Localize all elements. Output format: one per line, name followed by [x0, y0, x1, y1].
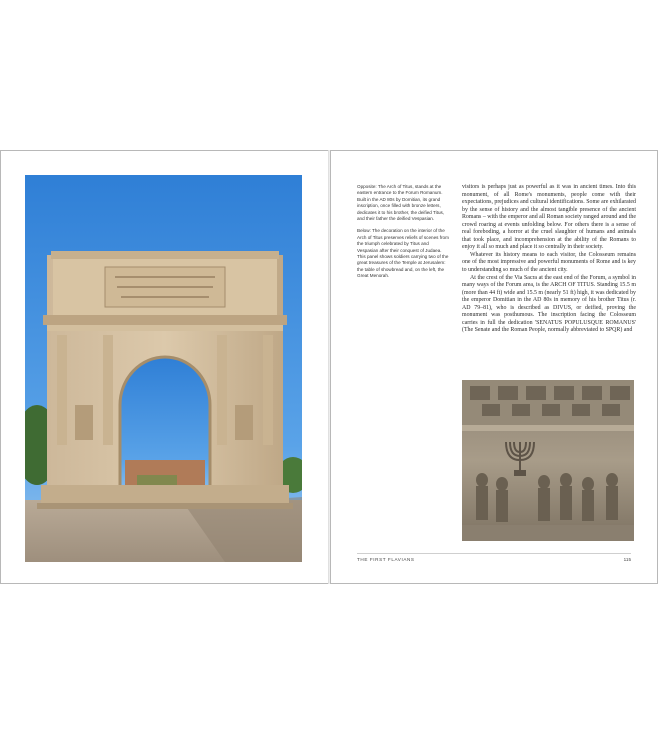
paragraph: At the crest of the Via Sacra at the east end of the Forum, a symbol in many ways of the Forum area, is the ARCH OF TITUS. Standing 15.5 m (more than 44 ft) wide and 15.5 m (nearly 51 ft) high, it was dedicated by the emperor Domitian in the AD 80s in memory of his brother Titus (r. AD 79–81), who is described as DIVUS, or deified, proving the monument was posthumous. The inscription facing the Colosseum carries in full the dedication 'SENATUS POPULUSQUE ROMANUS' (The Senate and the Roman People, normally abbreviated to SPQR) and [462, 274, 636, 334]
book-spread [0, 150, 658, 584]
caption-opposite: Opposite: The Arch of Titus, stands at the eastern entrance to the Forum Romanum. Built in the AD 80s by Domitian, its grand inscription, once filled with bronze letters, dedicates it to his brother, the deified Titus, and their father the deified Vespasian. [357, 184, 445, 222]
paragraph: visitors is perhaps just as powerful as it was in ancient times. Into this monument, of all Rome's monuments, people come with their expectations, prejudices and cultural identifications. Some are exhilarated by the sense of history and the almost tangible presence of the ancient Romans – with the emperor and all Roman society ranged around and the crowd roaring at events unfolding below. For others there is a sense of real foreboding, a horror at the cruel slaughter of humans and animals that took place, and incomprehension at the ability of the Romans to enjoy it all so much and place it so centrally in their society. [462, 184, 636, 251]
body-text [462, 184, 636, 335]
arch-of-titus-photo [25, 175, 302, 562]
running-head: THE FIRST FLAVIANS [357, 557, 415, 562]
right-page [330, 150, 658, 584]
menorah-relief-photo [462, 380, 634, 541]
page-number: 115 [623, 557, 631, 562]
photo-captions [357, 184, 451, 286]
paragraph: Whatever its history means to each visitor, the Colosseum remains one of the most impressive and powerful monuments of Rome and is key to understanding so much of the ancient city. [462, 251, 636, 274]
footer-rule [357, 553, 631, 554]
caption-below: Below: The decoration on the interior of the Arch of Titus preserves reliefs of scenes from the triumph celebrated by Titus and Vespasian after their conquest of Judaea. This panel shows soldiers carrying two of the great treasures of the Temple at Jerusalem: the table of showbread and, on the left, the Great Menorah. [357, 228, 449, 279]
left-page [0, 150, 330, 584]
